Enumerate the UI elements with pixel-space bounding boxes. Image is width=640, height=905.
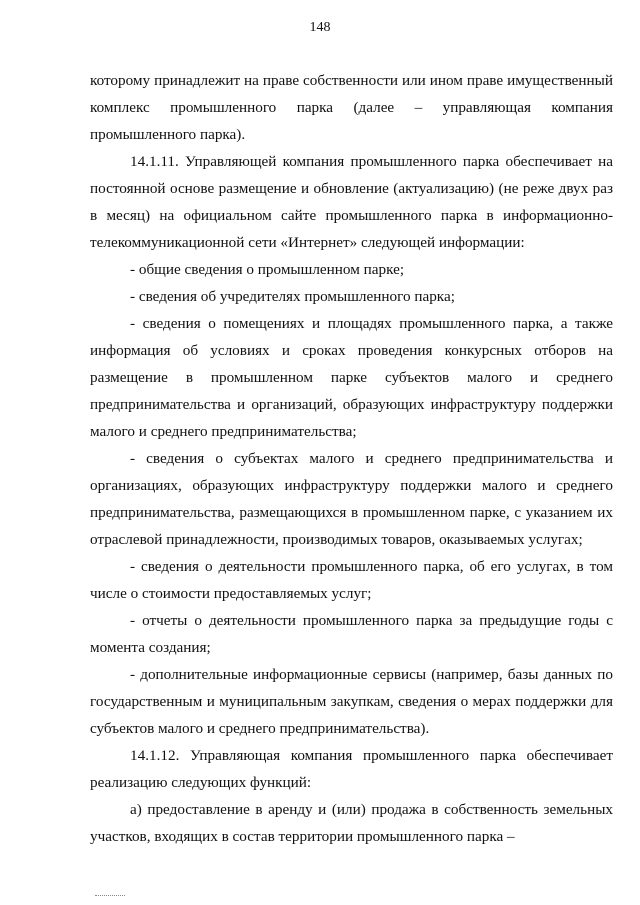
list-item-general-info: - общие сведения о промышленном парке; [130,261,405,278]
list-item-smes: - сведения о субъектах малого и среднего предпринимательства и организациях, образующих инфраструктуру поддержки малого и среднего предпринимательства, размещающихся в промышленном парке, с указанием их отраслевой принадлежности, производимых товаров, оказываемых услугах; [90,450,613,548]
list-item-services: - дополнительные информационные сервисы (например, базы данных по государственным и муниципальным закупкам, сведения о мерах поддержки для субъектов малого и среднего предпринимательства). [90,666,613,737]
list-item-a: а) предоставление в аренду и (или) продажа в собственность земельных участков, входящих в состав территории промышленного парка – [90,801,613,845]
list-item-reports: - отчеты о деятельности промышленного парка за предыдущие годы с момента создания; [90,612,613,656]
paragraph-14-1-12: 14.1.12. Управляющая компания промышленного парка обеспечивает реализацию следующих функций: [90,747,613,791]
page-number: 148 [309,20,331,35]
paragraph-continuation: которому принадлежит на праве собственности или ином праве имущественный комплекс промышленного парка (далее – управляющая компания промышленного парка). [90,72,613,143]
list-item-premises: - сведения о помещениях и площадях промышленного парка, а также информация об условиях и сроках проведения конкурсных отборов на размещение в промышленном парке субъектов малого и среднего предпринимательства и организаций, образующих инфраструктуру поддержки малого и среднего предпринимательства; [90,315,613,440]
list-item-activity: - сведения о деятельности промышленного парка, об его услугах, в том числе о стоимости предоставляемых услуг; [90,558,613,602]
paragraph-14-1-11: 14.1.11. Управляющей компания промышленного парка обеспечивает на постоянной основе размещение и обновление (актуализацию) (не реже двух раз в месяц) на официальном сайте промышленного парка в информационно-телекоммуникационной сети «Интернет» следующей информации: [90,153,613,251]
list-item-founders: - сведения об учредителях промышленного парка; [130,288,455,305]
document-body [90,67,613,850]
scan-artifact [95,895,125,897]
